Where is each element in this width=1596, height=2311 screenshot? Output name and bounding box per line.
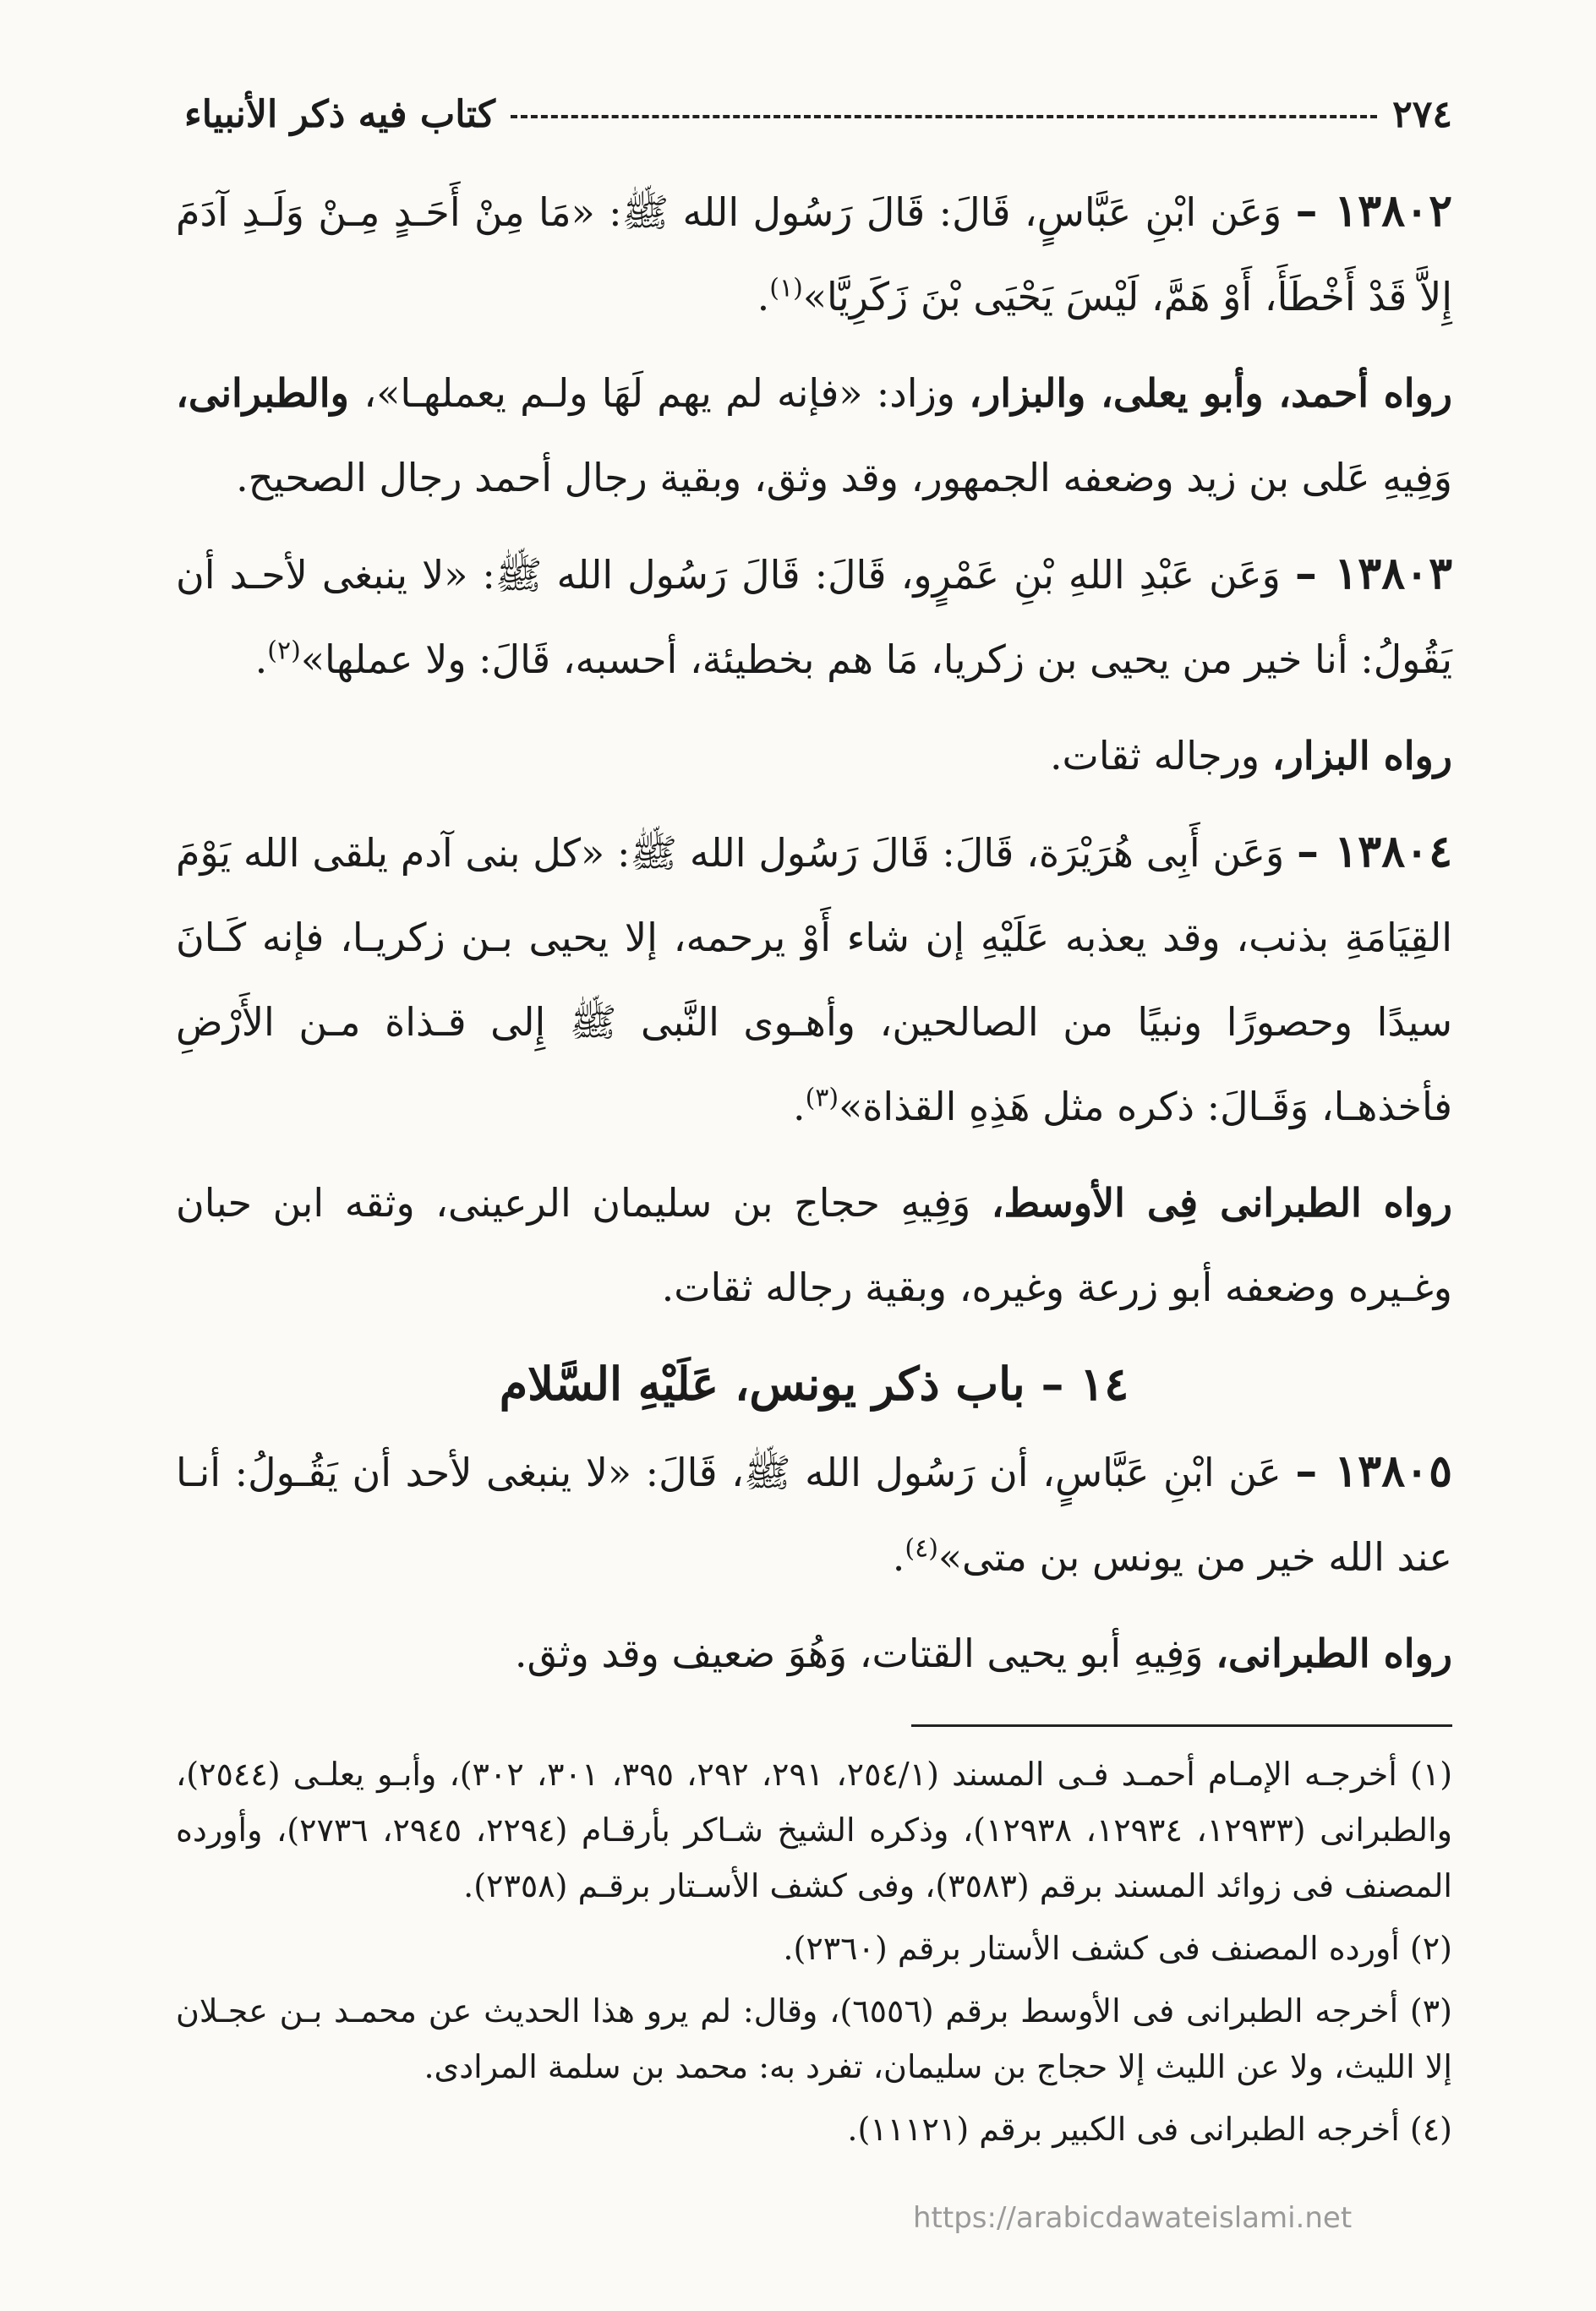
source-paragraph xyxy=(176,713,1452,798)
running-header xyxy=(184,85,1452,144)
footnote: (٢) أورده المصنف فى كشف الأستار برقم (٢٣٦٠). xyxy=(783,1930,1452,1967)
hadith-text: عَن ابْنِ عَبَّاسٍ، أن رَسُول الله ﷺ، قَالَ: «لا ينبغى لأحد أن يَقُـولُ: أنـا عند الله خير من يونس بن متى» xyxy=(176,1450,1452,1580)
footnote: (٤) أخرجه الطبرانى فى الكبير برقم (١١١٢١). xyxy=(847,2111,1452,2148)
source-lead: رواه أحمد، وأبو يعلى، والبزار، xyxy=(969,370,1452,416)
source-text: وَفِيهِ أبو يحيى القتات، وَهُوَ ضعيف وقد وثق. xyxy=(514,1631,1216,1676)
source-text: وَفِيهِ عَلى بن زيد وضعفه الجمهور، وقد وثق، وبقية رجال أحمد رجال الصحيح. xyxy=(236,455,1452,500)
hadith-number: ١٣٨٠٥ – xyxy=(1295,1445,1453,1497)
hadith-paragraph: ١٣٨٠٤ – وَعَن أَبِى هُرَيْرَة، قَالَ: قَالَ رَسُول الله ﷺ: «كل بنى آدم يلقى الله يَوْمَ القِيَامَةِ بذنب، وقد يعذبه عَلَيْهِ إن شاء أَوْ يرحمه، إلا يحيى بـن زكريـا، فإنه كَـانَ سيدًا وحصورًا ونبيًا من الصالحين، وأهـوى النَّبى ﷺ إِلى قـذاة مـن الأَرْضِ فأخذهـا، وَقَـالَ: ذكره مثل هَذِهِ القذاة»$^{(٣)}$. xyxy=(176,826,1452,1129)
footnote: (١) أخرجـه الإمـام أحمـد فـى المسند (٢٥٤/١، ٢٩١، ٢٩٢، ٣٩٥، ٣٠١، ٣٠٢)، وأبـو يعلـى (٢٥٤٤)، والطبرانى (١٢٩٣٣، ١٢٩٣٤، ١٢٩٣٨)، وذكره الشيخ شـاكر بأرقـام (٢٢٩٤، ٢٩٤٥، ٢٧٣٦)، وأورده المصنف فى زوائد المسند برقم (٣٥٨٣)، وفى كشف الأسـتار برقـم (٢٣٥٨). xyxy=(176,1756,1453,1904)
source-text: وزاد: «فإنه لم يهم لَهَا ولـم يعملهـا»، xyxy=(363,370,970,416)
hadith-paragraph: ١٣٨٠٣ – وَعَن عَبْدِ اللهِ بْنِ عَمْرٍو، قَالَ: قَالَ رَسُول الله ﷺ: «لا ينبغى لأحـد أن يَقُولُ: أنا خير من يحيى بن زكريا، مَا هم بخطيئة، أحسبه، قَالَ: ولا عملها»$^{(٢)}$. xyxy=(176,548,1453,682)
source-paragraph xyxy=(176,351,1452,520)
hadith-number: ١٣٨٠٢ – xyxy=(1295,185,1453,237)
hadith-paragraph: ١٣٨٠٥ – عَن ابْنِ عَبَّاسٍ، أن رَسُول الله ﷺ، قَالَ: «لا ينبغى لأحد أن يَقُـولُ: أنـا عند الله خير من يونس بن متى»$^{(٤)}$. xyxy=(176,1445,1453,1580)
footnote-ref[interactable]: (٣) xyxy=(805,1083,839,1113)
hadith-text: وَعَن ابْنِ عَبَّاسٍ، قَالَ: قَالَ رَسُول الله ﷺ: «مَا مِنْ أَحَـدٍ مِـنْ وَلَـدِ آدَمَ إِلاَّ قَدْ أَخْطَأَ، أَوْ هَمَّ، لَيْسَ يَحْيَى بْنَ زَكَرِيَّا» xyxy=(176,189,1452,320)
header-title: كتاب فيه ذكر الأنبياء xyxy=(184,92,495,136)
hadith-number: ١٣٨٠٣ – xyxy=(1294,548,1453,599)
watermark-url: https://arabicdawateislami.net xyxy=(913,2201,1353,2235)
source-text: ورجاله ثقات. xyxy=(1049,733,1272,779)
footnote-ref[interactable]: (٤) xyxy=(905,1533,938,1564)
footnote: (٣) أخرجه الطبرانى فى الأوسط برقم (٦٥٥٦)، وقال: لم يرو هذا الحديث عن محمـد بـن عجـلان إلا الليث، ولا عن الليث إلا حجاج بن سليمان، تفرد به: محمد بن سلمة المرادى. xyxy=(176,1992,1452,2085)
header-dashed-rule xyxy=(511,115,1377,118)
hadith-number: ١٣٨٠٤ – xyxy=(1297,826,1452,877)
hadith-text: وَعَن أَبِى هُرَيْرَة، قَالَ: قَالَ رَسُول الله ﷺ: «كل بنى آدم يلقى الله يَوْمَ القِيَامَةِ بذنب، وقد يعذبه عَلَيْهِ إن شاء أَوْ يرحمه، إلا يحيى بـن زكريـا، فإنه كَـانَ سيدًا وحصورًا ونبيًا من الصالحين، وأهـوى النَّبى ﷺ إِلى قـذاة مـن الأَرْضِ فأخذهـا، وَقَـالَ: ذكره مثل هَذِهِ القذاة» xyxy=(176,830,1452,1129)
source-paragraph xyxy=(176,1161,1452,1330)
source-lead: رواه الطبرانى فِى الأوسط، xyxy=(991,1180,1452,1226)
footnote-ref[interactable]: (٢) xyxy=(267,636,301,666)
source-text: وَفِيهِ حجاج بن سليمان الرعينى، وثقه ابن حبان وغـيره وضعفه أبو زرعة وغيره، وبقية رجاله ثقات. xyxy=(176,1180,1452,1310)
chapter-heading: ١٤ – باب ذكر يونس، عَلَيْهِ السَّلام xyxy=(499,1357,1129,1411)
footnotes xyxy=(176,1746,1452,2164)
page-number: ٢٧٤ xyxy=(1392,92,1452,136)
hadith-text: وَعَن عَبْدِ اللهِ بْنِ عَمْرٍو، قَالَ: قَالَ رَسُول الله ﷺ: «لا ينبغى لأحـد أن يَقُولُ: أنا خير من يحيى بن زكريا، مَا هم بخطيئة، أحسبه، قَالَ: ولا عملها» xyxy=(176,552,1452,682)
source-lead: رواه الطبرانى، xyxy=(1216,1631,1452,1676)
source-lead: رواه البزار، xyxy=(1271,733,1452,779)
footnote-ref[interactable]: (١) xyxy=(769,273,803,303)
source-paragraph xyxy=(176,1611,1452,1696)
source-lead: والطبرانى، xyxy=(176,370,364,416)
hadith-paragraph: ١٣٨٠٢ – وَعَن ابْنِ عَبَّاسٍ، قَالَ: قَالَ رَسُول الله ﷺ: «مَا مِنْ أَحَـدٍ مِـنْ وَلَـدِ آدَمَ إِلاَّ قَدْ أَخْطَأَ، أَوْ هَمَّ، لَيْسَ يَحْيَى بْنَ زَكَرِيَّا»$^{(١)}$. xyxy=(176,185,1453,320)
footnote-divider xyxy=(911,1724,1452,1727)
main-text xyxy=(176,169,1452,1707)
